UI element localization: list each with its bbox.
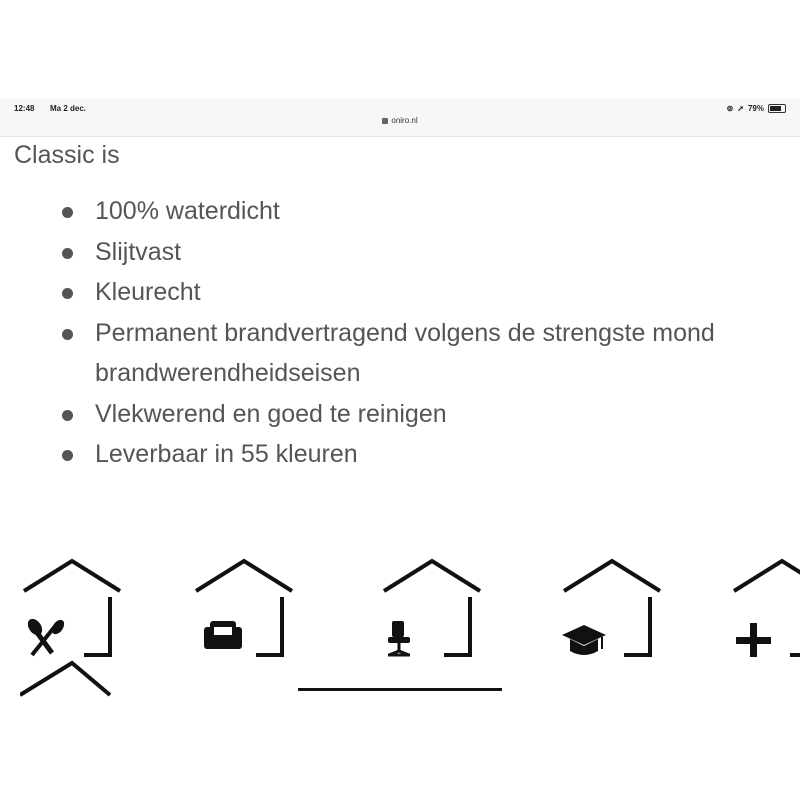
feature-text: Vlekwerend en goed te reinigen <box>95 399 447 428</box>
orientation-lock-icon: ⊚ <box>726 104 734 113</box>
plus-icon <box>736 623 771 657</box>
house-armchair-icon <box>192 555 302 665</box>
feature-text: 100% waterdicht <box>95 197 280 225</box>
address-bar[interactable] <box>0 116 800 125</box>
status-indicators <box>727 104 786 113</box>
fork-spoon-icon <box>25 616 67 655</box>
feature-text: brandwerendheidseisen <box>95 359 361 387</box>
house-office-chair-icon <box>380 555 490 665</box>
lock-icon <box>382 118 388 124</box>
feature-item <box>14 232 800 273</box>
feature-item <box>14 434 800 475</box>
house-plus-icon <box>730 555 800 665</box>
status-bar <box>0 98 800 137</box>
location-icon: ➚ <box>737 104 744 113</box>
feature-item <box>14 272 800 313</box>
bullet-icon <box>62 329 73 340</box>
feature-item <box>14 394 800 435</box>
feature-item <box>14 191 800 232</box>
page-heading: Classic is <box>14 141 120 169</box>
category-office[interactable] <box>380 555 490 665</box>
office-chair-icon <box>388 621 410 655</box>
feature-text: Slijtvast <box>95 237 182 266</box>
category-living[interactable] <box>192 555 302 665</box>
status-date: Ma 2 dec. <box>50 104 87 113</box>
house-fork-spoon-icon <box>20 555 130 705</box>
bullet-icon <box>62 410 73 421</box>
graduation-cap-icon <box>562 625 606 655</box>
category-icon-row <box>0 555 800 715</box>
battery-icon <box>768 104 786 113</box>
house-graduation-cap-icon <box>560 555 670 665</box>
category-education[interactable] <box>560 555 670 665</box>
feature-text: Leverbaar in 55 kleuren <box>95 440 358 468</box>
armchair-icon <box>204 621 242 649</box>
bullet-icon <box>62 288 73 299</box>
battery-percent: 79% <box>747 104 764 113</box>
bullet-icon <box>62 450 73 461</box>
bullet-icon <box>62 248 73 259</box>
category-more[interactable] <box>730 555 800 665</box>
active-category-indicator <box>298 688 502 691</box>
battery-fill <box>770 106 781 111</box>
feature-list <box>14 191 800 475</box>
bullet-icon <box>62 207 73 218</box>
feature-text: Kleurecht <box>95 278 201 306</box>
feature-text: Permanent brandvertragend volgens de strengste mond <box>95 318 715 347</box>
status-time: 12:48 <box>14 104 35 113</box>
product-description <box>14 140 800 475</box>
url-text: oniro.nl <box>391 116 418 125</box>
category-dining[interactable] <box>20 555 130 705</box>
feature-item <box>14 313 800 394</box>
